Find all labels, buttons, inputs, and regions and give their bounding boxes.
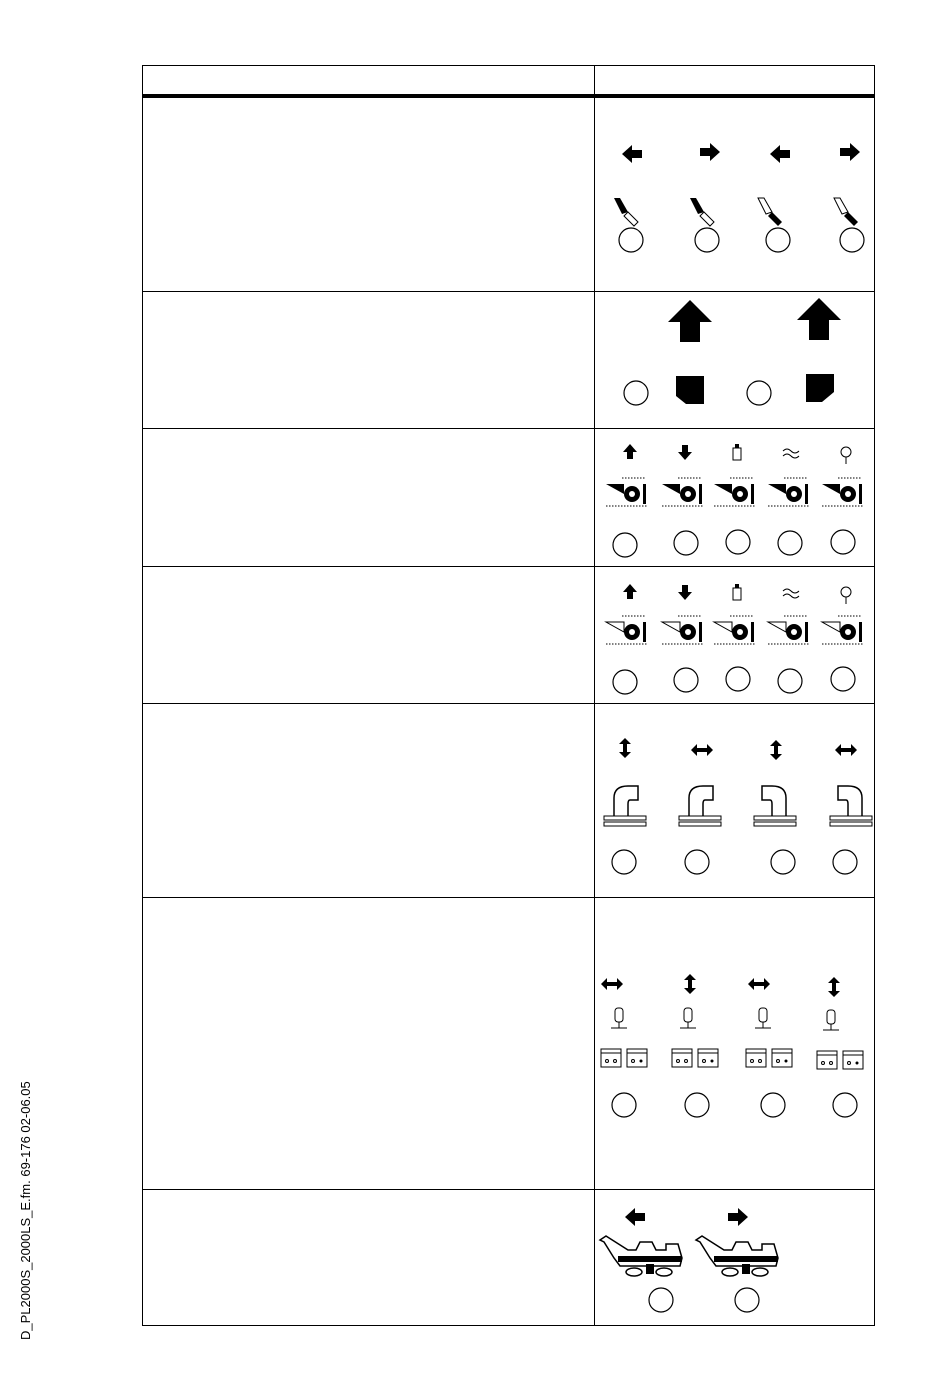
control-pad-icon	[817, 1051, 863, 1069]
lever-icon	[758, 198, 782, 226]
gear-unit-icon	[606, 616, 648, 644]
lever-icon	[834, 198, 858, 226]
arrow-right-icon	[728, 1208, 748, 1226]
indicator-circle	[685, 1093, 709, 1117]
indicator-circle	[778, 669, 802, 693]
leftright-icon	[691, 744, 713, 756]
discharge-pipe-icon	[754, 786, 796, 826]
indicator-circle	[674, 531, 698, 555]
arrow-up-icon	[797, 298, 841, 340]
indicator-circle	[831, 530, 855, 554]
arrow-down-icon	[678, 585, 692, 600]
discharge-pipe-icon	[679, 786, 721, 826]
lever-icon	[614, 198, 638, 226]
indicator-circle	[747, 381, 771, 405]
wave-icon	[783, 449, 799, 458]
control-pad-icon	[672, 1049, 718, 1067]
gear-unit-icon	[822, 478, 864, 506]
discharge-pipe-icon	[604, 786, 646, 826]
indicator-circle	[726, 667, 750, 691]
indicator-circle	[674, 668, 698, 692]
arrow-right-icon	[840, 143, 860, 161]
gear-unit-icon	[822, 616, 864, 644]
updown-icon	[684, 974, 696, 994]
updown-icon	[828, 977, 840, 997]
indicator-circle	[613, 533, 637, 557]
indicator-circle	[613, 670, 637, 694]
arrow-down-icon	[678, 445, 692, 460]
arrow-left-icon	[622, 145, 642, 163]
leftright-icon	[748, 978, 770, 990]
document-footer-label: D_PL2000S_2000LS_E.fm. 69-176 02-06.05	[18, 1081, 33, 1340]
arrow-up-icon	[623, 444, 637, 459]
indicator-circle	[831, 667, 855, 691]
pedal-icon	[676, 376, 704, 404]
leftright-icon	[601, 978, 623, 990]
indicator-circle	[771, 850, 795, 874]
gear-unit-icon	[606, 478, 648, 506]
indicator-circle	[833, 1093, 857, 1117]
arrow-left-icon	[625, 1208, 645, 1226]
machine-icon	[696, 1236, 778, 1276]
joystick-icon	[755, 1008, 771, 1028]
joystick-icon	[823, 1010, 839, 1030]
bottle-icon	[733, 584, 741, 600]
indicator-circle	[695, 228, 719, 252]
indicator-circle	[735, 1288, 759, 1312]
arrow-right-icon	[700, 143, 720, 161]
gear-unit-icon	[768, 616, 810, 644]
gear-unit-icon	[714, 616, 756, 644]
wave-icon	[783, 589, 799, 598]
indicator-circle	[761, 1093, 785, 1117]
pedal-icon	[806, 374, 834, 402]
lever-icon	[690, 198, 714, 226]
discharge-pipe-icon	[830, 786, 872, 826]
updown-icon	[619, 738, 631, 758]
indicator-circle	[833, 850, 857, 874]
gear-unit-icon	[662, 478, 704, 506]
indicator-circle	[778, 531, 802, 555]
gear-unit-icon	[714, 478, 756, 506]
updown-icon	[770, 740, 782, 760]
indicator-circle	[840, 228, 864, 252]
joystick-icon	[611, 1008, 627, 1028]
indicator-circle	[612, 1093, 636, 1117]
control-pad-icon	[746, 1049, 792, 1067]
indicator-circle	[726, 530, 750, 554]
leftright-icon	[835, 744, 857, 756]
indicator-circle	[766, 228, 790, 252]
gear-unit-icon	[768, 478, 810, 506]
bulb-icon	[841, 447, 851, 464]
arrow-left-icon	[770, 145, 790, 163]
joystick-icon	[680, 1008, 696, 1028]
bulb-icon	[841, 587, 851, 604]
indicator-circle	[624, 381, 648, 405]
bottle-icon	[733, 444, 741, 460]
machine-icon	[600, 1236, 682, 1276]
indicator-circle	[649, 1288, 673, 1312]
indicator-circle	[612, 850, 636, 874]
arrow-up-icon	[668, 300, 712, 342]
arrow-up-icon	[623, 584, 637, 599]
indicator-circle	[619, 228, 643, 252]
control-pad-icon	[601, 1049, 647, 1067]
indicator-circle	[685, 850, 709, 874]
gear-unit-icon	[662, 616, 704, 644]
